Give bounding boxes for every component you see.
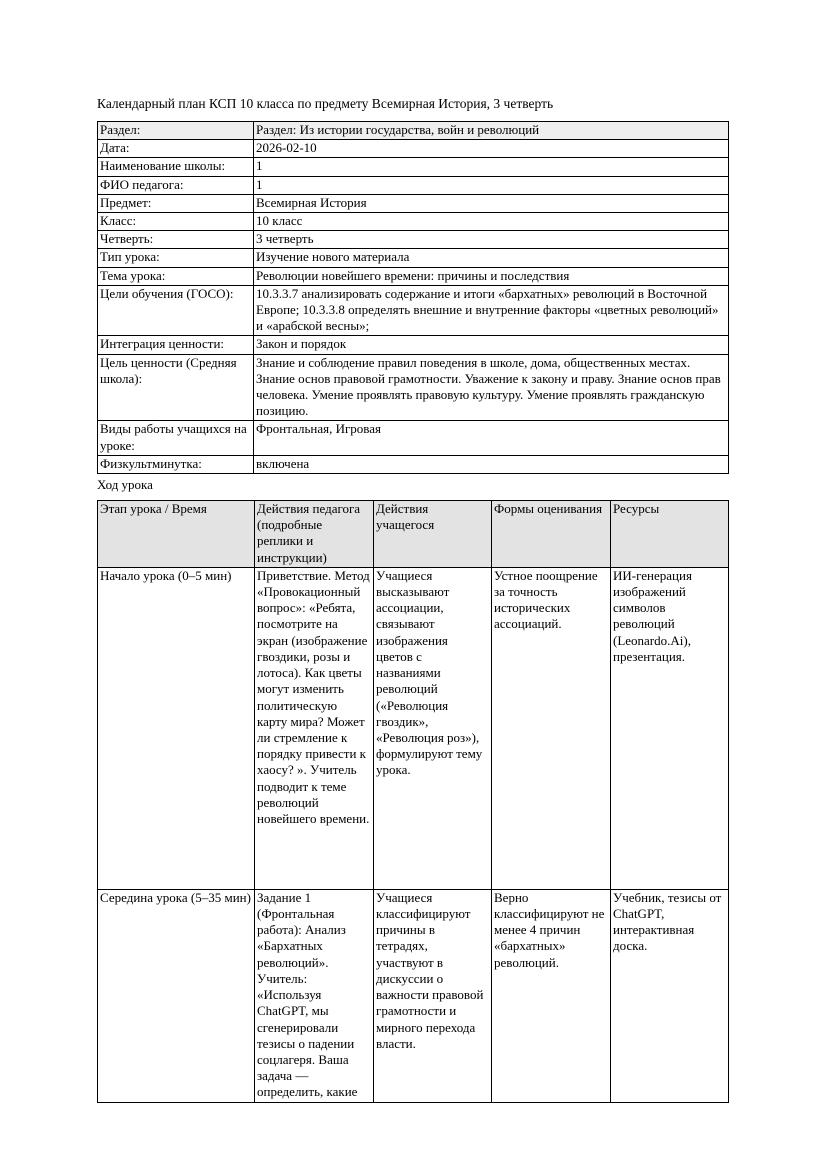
header-cell-stage: Этап урока / Время	[98, 501, 255, 568]
info-value-cell: включена	[254, 455, 729, 473]
table-row	[98, 567, 729, 889]
info-value-cell: 2026-02-10	[254, 140, 729, 158]
info-value-cell: Закон и порядок	[254, 336, 729, 354]
info-label-cell: Виды работы учащихся на уроке:	[98, 421, 254, 455]
info-value-cell: Фронтальная, Игровая	[254, 421, 729, 455]
lesson-info-table	[97, 121, 729, 474]
document-title: Календарный план КСП 10 класса по предмету Всемирная История, 3 четверть	[97, 96, 554, 111]
table-row	[98, 267, 729, 285]
info-label-cell: Дата:	[98, 140, 254, 158]
info-label-cell: Цель ценности (Средняя школа):	[98, 354, 254, 421]
header-cell-teacher-actions: Действия педагога (подробные реплики и инструкции)	[255, 501, 374, 568]
info-label-cell: Интеграция ценности:	[98, 336, 254, 354]
info-label-cell: Наименование школы:	[98, 158, 254, 176]
info-label-cell: Тип урока:	[98, 249, 254, 267]
header-cell-resources: Ресурсы	[611, 501, 729, 568]
info-value-cell: Революции новейшего времени: причины и последствия	[254, 267, 729, 285]
info-label-cell: Раздел:	[98, 122, 254, 140]
table-header-row	[98, 501, 729, 568]
table-row	[98, 285, 729, 336]
student-actions-cell: Учащиеся классифицируют причины в тетрадях, участвуют в дискуссии о важности правовой грамотности и мирного перехода власти.	[374, 889, 492, 1102]
assessment-cell: Устное поощрение за точность исторических ассоциаций.	[492, 567, 611, 889]
info-value-cell: 1	[254, 176, 729, 194]
lesson-flow-table	[97, 500, 729, 1102]
header-cell-student-actions: Действия учащегося	[374, 501, 492, 568]
student-actions-cell: Учащиеся высказывают ассоциации, связывают изображения цветов с названиями революций («Революция гвоздик», «Революция роз»), формулируют тему урока.	[374, 567, 492, 889]
teacher-actions-cell: Задание 1 (Фронтальная работа): Анализ «Бархатных революций». Учитель: «Используя ChatGPT, мы сгенерировали тезисы о падении соцлагеря. Ваша задача — определить, какие	[255, 889, 374, 1102]
table-row	[98, 336, 729, 354]
header-cell-assessment: Формы оценивания	[492, 501, 611, 568]
table-row	[98, 140, 729, 158]
info-value-cell: Всемирная История	[254, 194, 729, 212]
resources-cell: ИИ-генерация изображений символов революций (Leonardo.Ai), презентация.	[611, 567, 729, 889]
info-value-cell: Раздел: Из истории государства, войн и революций	[254, 122, 729, 140]
table-row	[98, 354, 729, 421]
section-label-course-flow: Ход урока	[97, 477, 153, 493]
table-row	[98, 194, 729, 212]
info-value-cell: 10 класс	[254, 213, 729, 231]
info-label-cell: Предмет:	[98, 194, 254, 212]
info-label-cell: Тема урока:	[98, 267, 254, 285]
info-value-cell: Знание и соблюдение правил поведения в школе, дома, общественных местах. Знание основ правовой грамотности. Уважение к закону и праву. Знание основ прав человека. Умение проявлять правовую культуру. Умение проявлять гражданскую позицию.	[254, 354, 729, 421]
info-label-cell: Класс:	[98, 213, 254, 231]
info-label-cell: Цели обучения (ГОСО):	[98, 285, 254, 336]
stage-cell: Начало урока (0–5 мин)	[98, 567, 255, 889]
info-label-cell: ФИО педагога:	[98, 176, 254, 194]
info-value-cell: 3 четверть	[254, 231, 729, 249]
info-value-cell: 1	[254, 158, 729, 176]
table-row	[98, 231, 729, 249]
table-row	[98, 158, 729, 176]
info-value-cell: 10.3.3.7 анализировать содержание и итоги «бархатных» революций в Восточной Европе; 10.3.3.8 определять внешние и внутренние факторы «цветных революций» и «арабской весны»;	[254, 285, 729, 336]
resources-cell: Учебник, тезисы от ChatGPT, интерактивная доска.	[611, 889, 729, 1102]
table-row	[98, 421, 729, 455]
table-row	[98, 122, 729, 140]
table-row	[98, 889, 729, 1102]
info-value-cell: Изучение нового материала	[254, 249, 729, 267]
table-row	[98, 455, 729, 473]
info-label-cell: Четверть:	[98, 231, 254, 249]
document-content	[97, 95, 728, 1103]
assessment-cell: Верно классифицируют не менее 4 причин «бархатных» революций.	[492, 889, 611, 1102]
teacher-actions-cell: Приветствие. Метод «Провокационный вопрос»: «Ребята, посмотрите на экран (изображение гвоздики, розы и лотоса). Как цветы могут изменить политическую карту мира? Может ли стремление к порядку привести к хаосу? ». Учитель подводит к теме революций новейшего времени.	[255, 567, 374, 889]
table-row	[98, 213, 729, 231]
table-row	[98, 249, 729, 267]
info-label-cell: Физкультминутка:	[98, 455, 254, 473]
stage-cell: Середина урока (5–35 мин)	[98, 889, 255, 1102]
table-row	[98, 176, 729, 194]
